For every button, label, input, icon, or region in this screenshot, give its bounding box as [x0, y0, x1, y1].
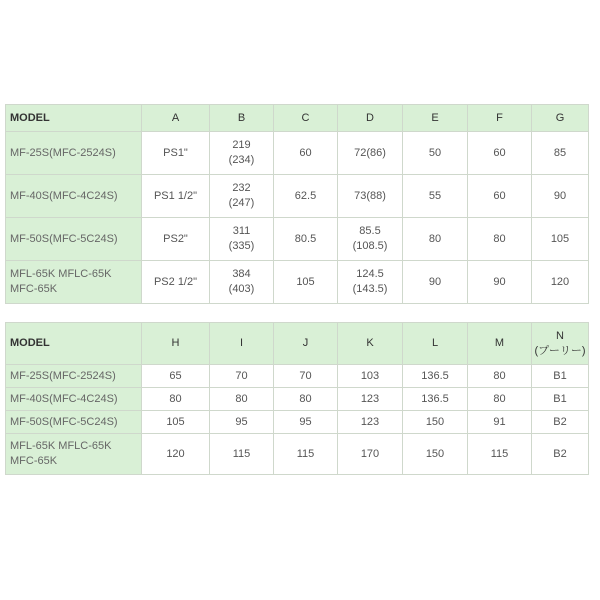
cell-e: 50	[403, 132, 468, 175]
cell-b: 219 (234)	[210, 132, 274, 175]
cell-m: 91	[468, 411, 532, 434]
column-header-l: L	[403, 323, 468, 365]
table-row	[6, 388, 589, 411]
column-header-k: K	[338, 323, 403, 365]
cell-k: 170	[338, 434, 403, 475]
cell-l: 136.5	[403, 365, 468, 388]
dimension-table-h-n	[5, 322, 589, 475]
cell-n: B2	[532, 411, 589, 434]
cell-c: 105	[274, 261, 338, 304]
table-header-row	[6, 323, 589, 365]
cell-c: 62.5	[274, 175, 338, 218]
cell-k: 123	[338, 411, 403, 434]
column-header-e: E	[403, 105, 468, 132]
column-header-m: M	[468, 323, 532, 365]
cell-m: 80	[468, 388, 532, 411]
cell-f: 60	[468, 175, 532, 218]
column-header-i: I	[210, 323, 274, 365]
cell-g: 105	[532, 218, 589, 261]
cell-n: B1	[532, 365, 589, 388]
table-row	[6, 132, 589, 175]
table-row	[6, 175, 589, 218]
cell-k: 103	[338, 365, 403, 388]
cell-a: PS1 1/2"	[142, 175, 210, 218]
cell-i: 80	[210, 388, 274, 411]
cell-n: B2	[532, 434, 589, 475]
column-header-g: G	[532, 105, 589, 132]
cell-e: 90	[403, 261, 468, 304]
cell-g: 85	[532, 132, 589, 175]
cell-l: 150	[403, 434, 468, 475]
cell-h: 65	[142, 365, 210, 388]
cell-j: 70	[274, 365, 338, 388]
cell-f: 60	[468, 132, 532, 175]
table-row	[6, 411, 589, 434]
model-cell: MF-25S(MFC-2524S)	[6, 132, 142, 175]
model-cell: MFL-65K MFLC-65K MFC-65K	[6, 261, 142, 304]
column-header-h: H	[142, 323, 210, 365]
column-header-j: J	[274, 323, 338, 365]
model-cell: MF-40S(MFC-4C24S)	[6, 175, 142, 218]
column-header-a: A	[142, 105, 210, 132]
cell-m: 80	[468, 365, 532, 388]
cell-g: 120	[532, 261, 589, 304]
cell-h: 120	[142, 434, 210, 475]
column-header-d: D	[338, 105, 403, 132]
column-header-b: B	[210, 105, 274, 132]
column-header-model: MODEL	[6, 105, 142, 132]
cell-g: 90	[532, 175, 589, 218]
cell-a: PS2"	[142, 218, 210, 261]
cell-b: 384 (403)	[210, 261, 274, 304]
cell-f: 80	[468, 218, 532, 261]
cell-d: 124.5 (143.5)	[338, 261, 403, 304]
cell-i: 70	[210, 365, 274, 388]
model-cell: MF-40S(MFC-4C24S)	[6, 388, 142, 411]
cell-j: 95	[274, 411, 338, 434]
cell-m: 115	[468, 434, 532, 475]
table-row	[6, 218, 589, 261]
table-row	[6, 261, 589, 304]
cell-j: 80	[274, 388, 338, 411]
model-cell: MF-50S(MFC-5C24S)	[6, 218, 142, 261]
column-header-f: F	[468, 105, 532, 132]
table-row	[6, 365, 589, 388]
cell-h: 80	[142, 388, 210, 411]
cell-n: B1	[532, 388, 589, 411]
cell-k: 123	[338, 388, 403, 411]
cell-l: 150	[403, 411, 468, 434]
cell-a: PS2 1/2"	[142, 261, 210, 304]
cell-b: 311 (335)	[210, 218, 274, 261]
cell-d: 73(88)	[338, 175, 403, 218]
cell-c: 80.5	[274, 218, 338, 261]
model-cell: MF-25S(MFC-2524S)	[6, 365, 142, 388]
cell-d: 72(86)	[338, 132, 403, 175]
column-header-model: MODEL	[6, 323, 142, 365]
cell-l: 136.5	[403, 388, 468, 411]
column-header-c: C	[274, 105, 338, 132]
cell-e: 80	[403, 218, 468, 261]
cell-f: 90	[468, 261, 532, 304]
cell-i: 95	[210, 411, 274, 434]
cell-e: 55	[403, 175, 468, 218]
dimension-table-a-g	[5, 104, 589, 304]
column-header-n-pulley: N (プーリー)	[532, 323, 589, 365]
cell-h: 105	[142, 411, 210, 434]
table-row	[6, 434, 589, 475]
table-header-row	[6, 105, 589, 132]
model-cell: MF-50S(MFC-5C24S)	[6, 411, 142, 434]
cell-i: 115	[210, 434, 274, 475]
cell-a: PS1"	[142, 132, 210, 175]
cell-j: 115	[274, 434, 338, 475]
cell-c: 60	[274, 132, 338, 175]
cell-b: 232 (247)	[210, 175, 274, 218]
model-cell: MFL-65K MFLC-65K MFC-65K	[6, 434, 142, 475]
cell-d: 85.5 (108.5)	[338, 218, 403, 261]
